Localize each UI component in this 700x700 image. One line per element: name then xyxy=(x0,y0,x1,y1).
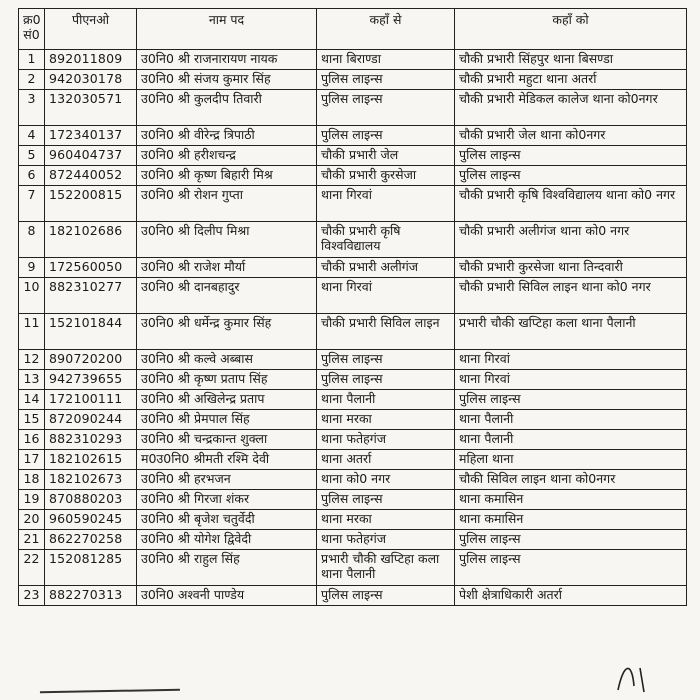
table-row xyxy=(19,586,687,606)
cell-to: चौकी प्रभारी मेडिकल कालेज थाना को0नगर xyxy=(455,90,687,126)
table-row xyxy=(19,278,687,314)
cell-pno: 870880203 xyxy=(45,490,137,510)
table-row xyxy=(19,370,687,390)
cell-from: थाना बिराण्डा xyxy=(317,50,455,70)
cell-from: पुलिस लाइन्स xyxy=(317,90,455,126)
cell-to: पेशी क्षेत्राधिकारी अतर्रा xyxy=(455,586,687,606)
table-row xyxy=(19,70,687,90)
table-body xyxy=(19,50,687,606)
cell-from: थाना मरका xyxy=(317,410,455,430)
table-row xyxy=(19,350,687,370)
signature-mark xyxy=(610,656,670,696)
cell-name: उ0नि0 श्री राजेश मौर्या xyxy=(137,258,317,278)
cell-to: चौकी प्रभारी सिंहपुर थाना बिसण्डा xyxy=(455,50,687,70)
cell-pno: 872090244 xyxy=(45,410,137,430)
table-row xyxy=(19,430,687,450)
cell-from: चौकी प्रभारी कृषि विश्वविद्यालय xyxy=(317,222,455,258)
cell-from: थाना को0 नगर xyxy=(317,470,455,490)
cell-from: चौकी प्रभारी सिविल लाइन xyxy=(317,314,455,350)
cell-to: चौकी प्रभारी कृषि विश्वविद्यालय थाना को0 नगर xyxy=(455,186,687,222)
cell-pno: 172560050 xyxy=(45,258,137,278)
cell-from: थाना फतेहगंज xyxy=(317,430,455,450)
cell-serial: 18 xyxy=(19,470,45,490)
cell-pno: 960404737 xyxy=(45,146,137,166)
cell-from: थाना गिरवां xyxy=(317,186,455,222)
cell-pno: 132030571 xyxy=(45,90,137,126)
cell-to: थाना पैलानी xyxy=(455,430,687,450)
cell-serial: 9 xyxy=(19,258,45,278)
transfer-table xyxy=(18,8,687,606)
cell-name: उ0नि0 श्री कृष्ण प्रताप सिंह xyxy=(137,370,317,390)
table-row xyxy=(19,314,687,350)
cell-from: थाना गिरवां xyxy=(317,278,455,314)
cell-serial: 10 xyxy=(19,278,45,314)
cell-to: पुलिस लाइन्स xyxy=(455,550,687,586)
cell-to: महिला थाना xyxy=(455,450,687,470)
cell-serial: 8 xyxy=(19,222,45,258)
header-serial: क्र0 सं0 xyxy=(19,9,45,50)
cell-name: उ0नि0 श्री दानबहादुर xyxy=(137,278,317,314)
cell-serial: 17 xyxy=(19,450,45,470)
cell-serial: 5 xyxy=(19,146,45,166)
cell-serial: 4 xyxy=(19,126,45,146)
cell-serial: 13 xyxy=(19,370,45,390)
cell-name: उ0नि0 श्री हरीशचन्द्र xyxy=(137,146,317,166)
table-row xyxy=(19,222,687,258)
cell-name: उ0नि0 श्री कल्वे अब्बास xyxy=(137,350,317,370)
cell-name: उ0नि0 श्री अखिलेन्द्र प्रताप xyxy=(137,390,317,410)
table-row xyxy=(19,510,687,530)
cell-to: चौकी प्रभारी महुटा थाना अतर्रा xyxy=(455,70,687,90)
cell-serial: 19 xyxy=(19,490,45,510)
cell-to: पुलिस लाइन्स xyxy=(455,166,687,186)
header-pno: पीएनओ xyxy=(45,9,137,50)
header-to: कहाँ को xyxy=(455,9,687,50)
cell-pno: 942030178 xyxy=(45,70,137,90)
cell-to: चौकी प्रभारी अलीगंज थाना को0 नगर xyxy=(455,222,687,258)
cell-name: उ0नि0 श्री वीरेन्द्र त्रिपाठी xyxy=(137,126,317,146)
cell-to: थाना कमासिन xyxy=(455,490,687,510)
cell-name: उ0नि0 श्री कृष्ण बिहारी मिश्र xyxy=(137,166,317,186)
table-row xyxy=(19,166,687,186)
transfer-list-sheet xyxy=(18,8,686,606)
table-row xyxy=(19,90,687,126)
cell-serial: 2 xyxy=(19,70,45,90)
cell-pno: 152081285 xyxy=(45,550,137,586)
cell-pno: 172340137 xyxy=(45,126,137,146)
cell-name: उ0नि0 श्री गिरजा शंकर xyxy=(137,490,317,510)
cell-serial: 20 xyxy=(19,510,45,530)
cell-to: थाना पैलानी xyxy=(455,410,687,430)
cell-to: चौकी प्रभारी सिविल लाइन थाना को0 नगर xyxy=(455,278,687,314)
cell-serial: 15 xyxy=(19,410,45,430)
cell-serial: 1 xyxy=(19,50,45,70)
cell-name: उ0नि0 श्री संजय कुमार सिंह xyxy=(137,70,317,90)
header-from: कहाँ से xyxy=(317,9,455,50)
cell-to: थाना गिरवां xyxy=(455,350,687,370)
table-row xyxy=(19,390,687,410)
cell-serial: 6 xyxy=(19,166,45,186)
cell-pno: 942739655 xyxy=(45,370,137,390)
cell-name: उ0नि0 श्री चन्द्रकान्त शुक्ला xyxy=(137,430,317,450)
cell-pno: 890720200 xyxy=(45,350,137,370)
cell-from: थाना पैलानी xyxy=(317,390,455,410)
table-row xyxy=(19,550,687,586)
cell-serial: 12 xyxy=(19,350,45,370)
cell-name: उ0नि0 श्री बृजेश चतुर्वेदी xyxy=(137,510,317,530)
cell-name: उ0नि0 श्री राजनारायण नायक xyxy=(137,50,317,70)
table-row xyxy=(19,186,687,222)
cell-serial: 14 xyxy=(19,390,45,410)
table-row xyxy=(19,126,687,146)
table-row xyxy=(19,146,687,166)
table-row xyxy=(19,258,687,278)
cell-name: उ0नि0 श्री रोशन गुप्ता xyxy=(137,186,317,222)
cell-serial: 11 xyxy=(19,314,45,350)
cell-from: पुलिस लाइन्स xyxy=(317,490,455,510)
cell-pno: 882270313 xyxy=(45,586,137,606)
cell-pno: 960590245 xyxy=(45,510,137,530)
cell-serial: 23 xyxy=(19,586,45,606)
cell-to: पुलिस लाइन्स xyxy=(455,390,687,410)
cell-pno: 152101844 xyxy=(45,314,137,350)
cell-to: चौकी सिविल लाइन थाना को0नगर xyxy=(455,470,687,490)
cell-from: थाना फतेहगंज xyxy=(317,530,455,550)
cell-serial: 16 xyxy=(19,430,45,450)
cell-from: पुलिस लाइन्स xyxy=(317,370,455,390)
cell-pno: 892011809 xyxy=(45,50,137,70)
cell-from: थाना मरका xyxy=(317,510,455,530)
cell-to: पुलिस लाइन्स xyxy=(455,530,687,550)
cell-name: उ0नि0 श्री हरभजन xyxy=(137,470,317,490)
cell-pno: 152200815 xyxy=(45,186,137,222)
cell-to: पुलिस लाइन्स xyxy=(455,146,687,166)
cell-name: उ0नि0 श्री दिलीप मिश्रा xyxy=(137,222,317,258)
cell-pno: 872440052 xyxy=(45,166,137,186)
cell-to: थाना गिरवां xyxy=(455,370,687,390)
cell-name: म0उ0नि0 श्रीमती रश्मि देवी xyxy=(137,450,317,470)
cell-serial: 3 xyxy=(19,90,45,126)
cell-to: चौकी प्रभारी जेल थाना को0नगर xyxy=(455,126,687,146)
cell-from: चौकी प्रभारी जेल xyxy=(317,146,455,166)
cell-pno: 862270258 xyxy=(45,530,137,550)
cell-name: उ0नि0 श्री प्रेमपाल सिंह xyxy=(137,410,317,430)
cell-pno: 182102615 xyxy=(45,450,137,470)
footer-scribble xyxy=(40,689,180,699)
cell-pno: 882310277 xyxy=(45,278,137,314)
cell-name: उ0नि0 श्री राहुल सिंह xyxy=(137,550,317,586)
cell-pno: 172100111 xyxy=(45,390,137,410)
cell-pno: 882310293 xyxy=(45,430,137,450)
cell-name: उ0नि0 श्री धर्मेन्द्र कुमार सिंह xyxy=(137,314,317,350)
cell-from: पुलिस लाइन्स xyxy=(317,126,455,146)
table-row xyxy=(19,490,687,510)
cell-serial: 21 xyxy=(19,530,45,550)
cell-to: प्रभारी चौकी खप्टिहा कला थाना पैलानी xyxy=(455,314,687,350)
cell-from: पुलिस लाइन्स xyxy=(317,586,455,606)
cell-from: पुलिस लाइन्स xyxy=(317,70,455,90)
cell-from: प्रभारी चौकी खप्टिहा कला थाना पैलानी xyxy=(317,550,455,586)
cell-serial: 22 xyxy=(19,550,45,586)
cell-from: थाना अतर्रा xyxy=(317,450,455,470)
cell-name: उ0नि0 श्री कुलदीप तिवारी xyxy=(137,90,317,126)
table-row xyxy=(19,470,687,490)
table-row xyxy=(19,50,687,70)
cell-from: पुलिस लाइन्स xyxy=(317,350,455,370)
table-row xyxy=(19,450,687,470)
cell-to: थाना कमासिन xyxy=(455,510,687,530)
cell-name: उ0नि0 अश्वनी पाण्डेय xyxy=(137,586,317,606)
header-row xyxy=(19,9,687,50)
cell-from: चौकी प्रभारी अलीगंज xyxy=(317,258,455,278)
cell-name: उ0नि0 श्री योगेश द्विवेदी xyxy=(137,530,317,550)
header-name: नाम पद xyxy=(137,9,317,50)
cell-serial: 7 xyxy=(19,186,45,222)
table-row xyxy=(19,410,687,430)
cell-pno: 182102686 xyxy=(45,222,137,258)
cell-to: चौकी प्रभारी कुरसेजा थाना तिन्दवारी xyxy=(455,258,687,278)
table-row xyxy=(19,530,687,550)
cell-from: चौकी प्रभारी कुरसेजा xyxy=(317,166,455,186)
cell-pno: 182102673 xyxy=(45,470,137,490)
